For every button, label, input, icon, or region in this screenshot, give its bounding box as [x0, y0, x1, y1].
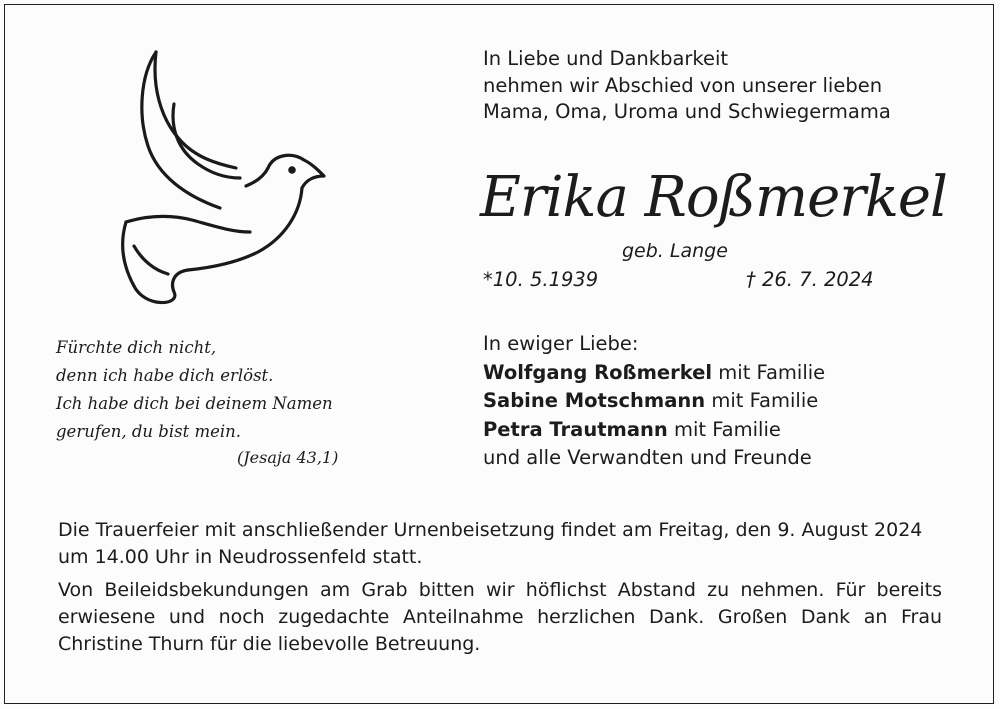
death-date: † 26. 7. 2024 — [746, 268, 874, 291]
notice-text — [58, 517, 942, 658]
condolence-request: Von Beileidsbekundungen am Grab bitten wir höflichst Abstand zu nehmen. Für bereits erwiesene und noch zugedachte Anteilnahme herzlichen Dank. Großen Dank an Frau Christine Thurn für die liebevolle Betreuung. — [58, 579, 942, 655]
verse-reference: (Jesaja 43,1) — [237, 448, 339, 467]
mourner-name: Petra Trautmann — [483, 417, 668, 441]
mourner-suffix: mit Familie — [667, 417, 781, 441]
maiden-name: geb. Lange — [622, 240, 728, 262]
deceased-name: Erika Roßmerkel — [480, 165, 947, 230]
mourner-entry — [483, 416, 825, 445]
birth-date: *10. 5.1939 — [483, 268, 599, 291]
mourners-heading: In ewiger Liebe: — [483, 332, 639, 355]
mourner-entry — [483, 387, 825, 416]
verse-line: gerufen, du bist mein. — [56, 422, 242, 441]
mourner-name: Wolfgang Roßmerkel — [483, 360, 713, 384]
dove-icon — [108, 46, 332, 308]
mourner-suffix: mit Familie — [712, 360, 826, 384]
mourner-name: Sabine Motschmann — [483, 389, 706, 412]
mourner-suffix: mit Familie — [705, 389, 819, 412]
intro-line-3: Mama, Oma, Uroma und Schwiegermama — [483, 100, 891, 123]
intro-line-1: In Liebe und Dankbarkeit — [483, 47, 729, 70]
mourner-entry — [483, 359, 825, 388]
bible-verse — [56, 334, 333, 446]
verse-line: Ich habe dich bei deinem Namen — [56, 394, 333, 413]
verse-line: denn ich habe dich erlöst. — [56, 366, 274, 385]
mourners-list — [483, 330, 825, 473]
intro-line-2: nehmen wir Abschied von unserer lieben — [483, 73, 883, 97]
intro-text — [483, 46, 891, 126]
verse-line: Fürchte dich nicht, — [56, 338, 217, 357]
ceremony-notice: Die Trauerfeier mit anschließender Urnenbeisetzung findet am Freitag, den 9. August 2024 um 14.00 Uhr in Neudrossenfeld statt. — [58, 519, 923, 568]
mourners-closing: und alle Verwandten und Freunde — [483, 446, 812, 469]
